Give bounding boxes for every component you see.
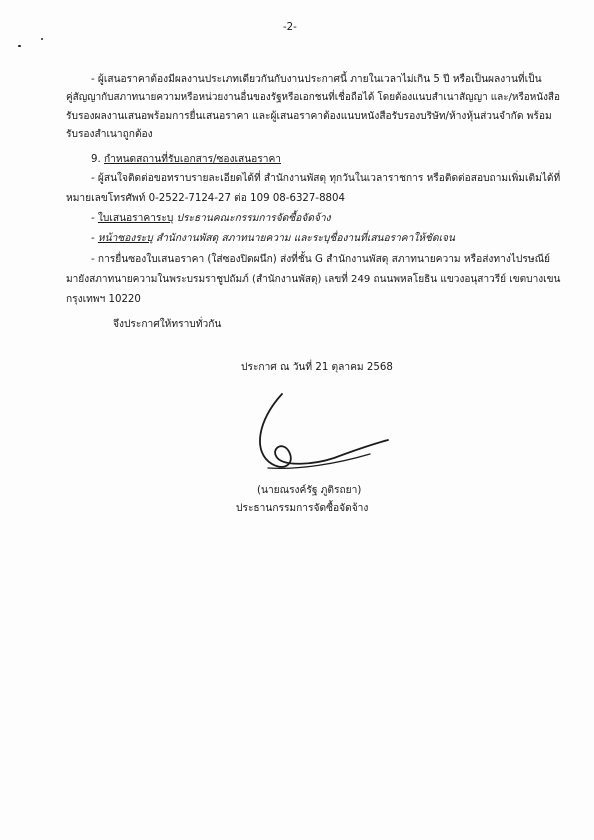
section-9-heading [91, 153, 281, 167]
submission-line-1: - การยื่นซองใบเสนอราคา (ใส่ซองปิดผนึก) ส่งที่ชั้น G สำนักงานพัสดุ สภาทนายความ หรือส่งทางไปรษณีย์ [91, 254, 550, 265]
page-number: -2- [283, 22, 297, 33]
envelope-front [91, 232, 455, 246]
front-label: หน้าซองระบุ [97, 233, 153, 244]
scan-speck [41, 38, 43, 40]
announcement-date: ประกาศ ณ วันที่ 21 ตุลาคม 2568 [241, 362, 393, 373]
qualification-line-1: - ผู้เสนอราคาต้องมีผลงานประเภทเดียวกันกับงานประกาศนี้ ภายในเวลาไม่เกิน 5 ปี หรือเป็นผลงานที่เป็น [91, 74, 542, 85]
front-text: สำนักงานพัสดุ สภาทนายความ และระบุชื่องานที่เสนอราคาให้ชัดเจน [152, 233, 455, 244]
contact-line-1: - ผู้สนใจติดต่อขอทราบรายละเอียดได้ที่ สำนักงานพัสดุ ทุกวันในเวลาราชการ หรือติดต่อสอบถามเพิ่มเติมได้ที่ [91, 173, 561, 184]
scan-speck [18, 45, 21, 47]
section-9-number: 9. [91, 154, 101, 165]
submission-line-2: มายังสภาทนายความในพระบรมราชูปถัมภ์ (สำนักงานพัสดุ) เลขที่ 249 ถนนพหลโยธิน แขวงอนุสาวรีย์ เขตบางเขน [66, 274, 561, 285]
submission-line-3: กรุงเทพฯ 10220 [66, 294, 141, 305]
signature [238, 390, 398, 490]
signer-name: (นายณรงค์รัฐ ภูติรถยา) [257, 485, 362, 496]
envelope-addressee [91, 212, 331, 226]
signer-title: ประธานกรรมการจัดซื้อจัดจ้าง [236, 503, 369, 514]
envelope-prefix: - [91, 213, 98, 224]
qualification-line-3: รับรองผลงานเสนอพร้อมการยื่นเสนอราคา และผู้เสนอราคาต้องแนบหนังสือรับรองบริษัท/ห้างหุ้นส่วนจำกัด พร้อม [66, 111, 552, 122]
envelope-label: ใบเสนอราคาระบุ [97, 213, 174, 224]
front-prefix: - [91, 233, 98, 244]
section-9-title: กำหนดสถานที่รับเอกสาร/ซองเสนอราคา [103, 154, 282, 165]
envelope-text: ประธานคณะกรรมการจัดซื้อจัดจ้าง [173, 213, 331, 224]
qualification-line-4: รับรองสำเนาถูกต้อง [66, 129, 153, 140]
closing-statement: จึงประกาศให้ทราบทั่วกัน [113, 319, 222, 330]
contact-line-2: หมายเลขโทรศัพท์ 0-2522-7124-27 ต่อ 109 08-6327-8804 [66, 193, 345, 204]
qualification-line-2: คู่สัญญากับสภาทนายความหรือหน่วยงานอื่นของรัฐหรือเอกชนที่เชื่อถือได้ โดยต้องแนบสำเนาสัญญา และ/หรือหนังสือ [66, 92, 560, 103]
